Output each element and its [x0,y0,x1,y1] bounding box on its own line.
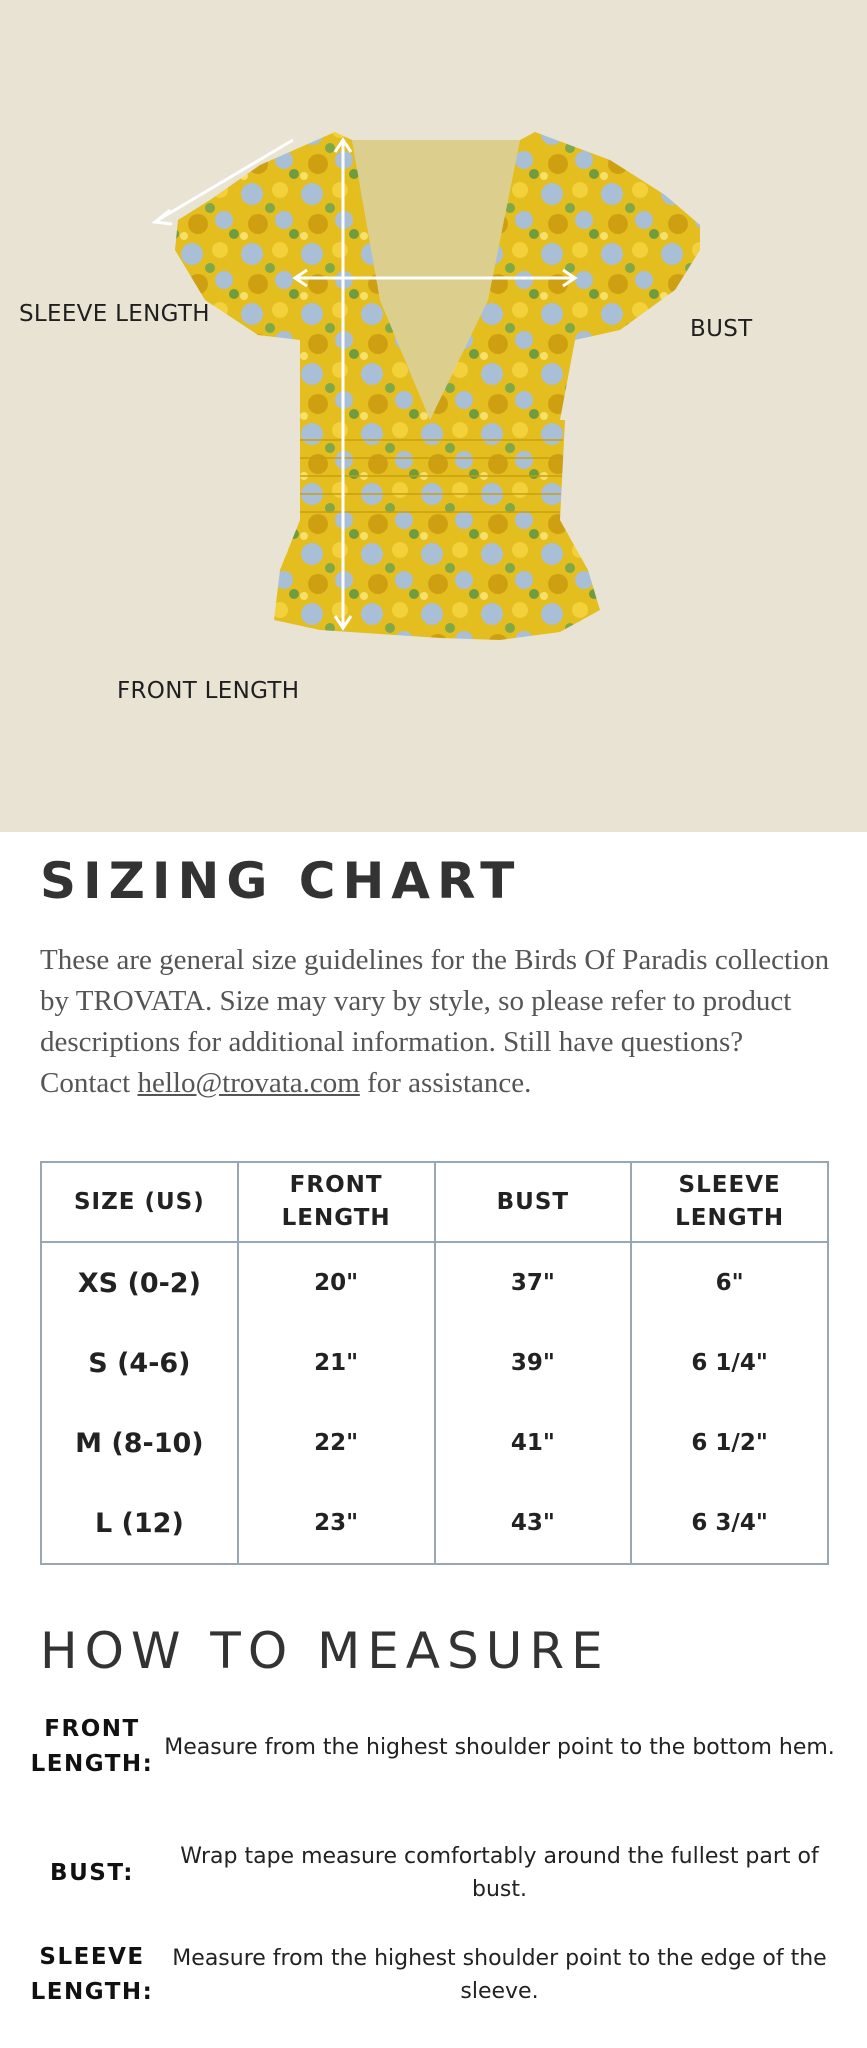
measure-term: FRONT LENGTH: [30,1716,154,1777]
table-row [41,1483,828,1564]
measure-description: Measure from the highest shoulder point to the bottom hem. [164,1734,835,1760]
cell-sleeve-length: 6 1/4" [631,1323,828,1403]
cell-sleeve-length: 6 3/4" [631,1483,828,1564]
cell-bust: 39" [435,1323,632,1403]
cell-bust: 37" [435,1242,632,1323]
column-header-front-length-text: FRONT LENGTH [281,1172,391,1231]
cell-front-length: 23" [238,1483,435,1564]
cell-size: XS (0-2) [41,1242,238,1323]
table-row [41,1242,828,1323]
blouse-illustration [0,0,867,832]
cell-size: L (12) [41,1483,238,1564]
measure-item-front-length [26,1712,841,1782]
table-row [41,1403,828,1483]
column-header-sleeve-length-text: SLEEVE LENGTH [675,1172,785,1231]
sizing-table [40,1161,829,1565]
measure-item-bust [26,1840,841,1906]
cell-front-length: 20" [238,1242,435,1323]
sleeve-length-label: SLEEVE LENGTH [19,301,210,327]
cell-bust: 41" [435,1403,632,1483]
intro-text-end: for assistance. [359,1067,532,1099]
cell-sleeve-length: 6" [631,1242,828,1323]
cell-sleeve-length: 6 1/2" [631,1403,828,1483]
measure-description: Wrap tape measure comfortably around the fullest part of bust. [180,1844,819,1902]
column-header-size: SIZE (US) [41,1162,238,1242]
measure-description: Measure from the highest shoulder point to the edge of the sleeve. [172,1946,827,2004]
cell-front-length: 22" [238,1403,435,1483]
intro-text: These are general size guidelines for the Birds Of Paradis collection by TROVATA. Size may vary by style, so please refer to product descriptions for additional information. Still have questions? Contact [40,944,830,1099]
column-header-bust: BUST [435,1162,632,1242]
measure-item-sleeve-length [26,1940,841,2010]
email-link[interactable]: hello@trovata.com [137,1067,360,1099]
sizing-intro [40,940,840,1104]
cell-size: M (8-10) [41,1403,238,1483]
measure-term: BUST: [50,1859,134,1886]
table-row [41,1323,828,1403]
cell-bust: 43" [435,1483,632,1564]
bust-label: BUST [690,316,753,342]
table-header-row [41,1162,828,1242]
column-header-front-length [238,1162,435,1242]
cell-front-length: 21" [238,1323,435,1403]
cell-size: S (4-6) [41,1323,238,1403]
sizing-chart-title: SIZING CHART [40,852,522,910]
column-header-sleeve-length [631,1162,828,1242]
product-image [0,0,867,832]
how-to-measure-title: HOW TO MEASURE [40,1622,610,1680]
front-length-label: FRONT LENGTH [117,678,300,704]
measure-term: SLEEVE LENGTH: [30,1944,154,2005]
